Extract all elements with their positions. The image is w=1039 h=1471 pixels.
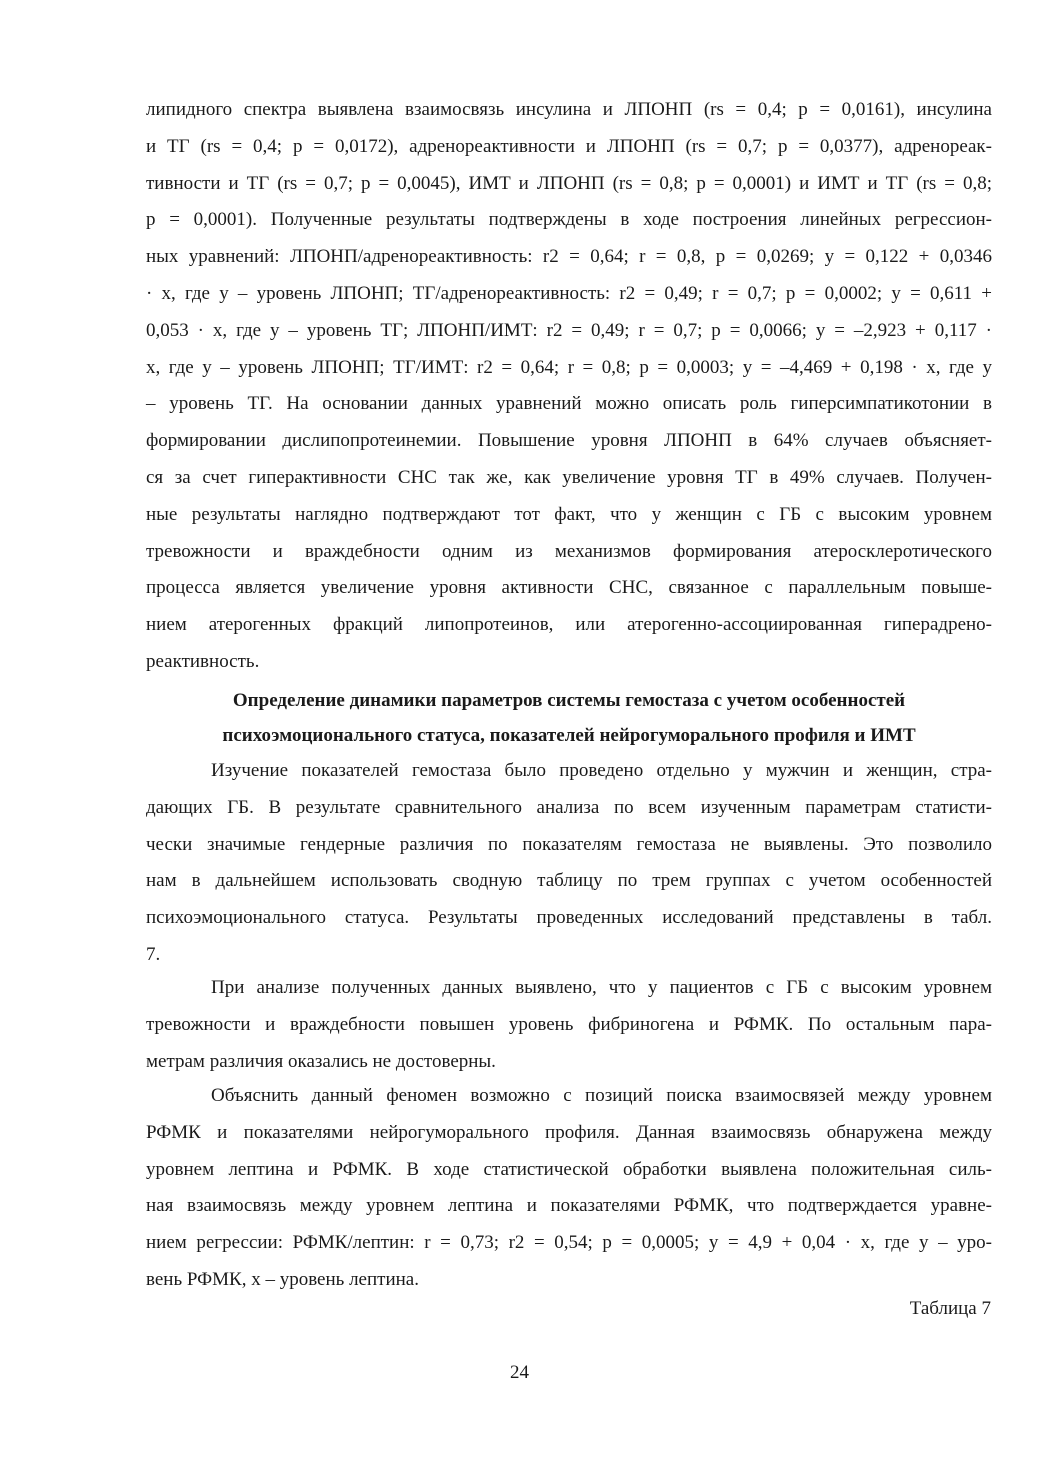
paragraph-analysis-results bbox=[146, 970, 992, 1080]
text-line: ные результаты наглядно подтверждают тот факт, что у женщин с ГБ с высоким уровнем bbox=[146, 503, 992, 525]
text-line: нием регрессии: РФМК/лептин: r = 0,73; r2 = 0,54; p = 0,0005; y = 4,9 + 0,04 · x, где y – уро- bbox=[146, 1232, 992, 1254]
paragraph-leptin-relationship bbox=[146, 1078, 992, 1299]
text-line: РФМК и показателями нейрогуморального профиля. Данная взаимосвязь обнаружена между bbox=[146, 1121, 992, 1143]
text-line: – уровень ТГ. На основании данных уравнений можно описать роль гиперсимпатикотонии в bbox=[146, 393, 992, 415]
text-line: тревожности и враждебности одним из механизмов формирования атеросклеротического bbox=[146, 540, 992, 562]
text-line: Изучение показателей гемостаза было проведено отдельно у мужчин и женщин, стра- bbox=[211, 760, 992, 781]
text-line: Объяснить данный феномен возможно с позиций поиска взаимосвязей между уровнем bbox=[211, 1085, 992, 1106]
text-line: 0,053 · x, где y – уровень ТГ; ЛПОНП/ИМТ: r2 = 0,49; r = 0,7; p = 0,0066; y = –2,923 + 0,117 · bbox=[146, 319, 992, 341]
text-line: метрам различия оказались не достоверны. bbox=[146, 1050, 496, 1072]
text-line: тревожности и враждебности повышен уровень фибриногена и РФМК. По остальным пара- bbox=[146, 1013, 992, 1035]
text-line: вень РФМК, x – уровень лептина. bbox=[146, 1268, 419, 1290]
page-number: 24 bbox=[510, 1362, 529, 1383]
text-line: нием атерогенных фракций липопротеинов, или атерогенно-ассоциированная гиперадрено- bbox=[146, 614, 992, 636]
table-caption: Таблица 7 bbox=[909, 1298, 991, 1319]
text-line: дающих ГБ. В результате сравнительного анализа по всем изученным параметрам статисти- bbox=[146, 796, 992, 818]
text-line: ная взаимосвязь между уровнем лептина и показателями РФМК, что подтверждается уравне- bbox=[146, 1195, 992, 1217]
text-line: нам в дальнейшем использовать сводную таблицу по трем группах с учетом особенностей bbox=[146, 870, 992, 892]
section-heading bbox=[146, 683, 992, 753]
text-line: психоэмоционального статуса. Результаты проведенных исследований представлены в табл. bbox=[146, 907, 992, 929]
text-line: ных уравнений: ЛПОНП/адренореактивность: r2 = 0,64; r = 0,8, p = 0,0269; y = 0,122 + 0,0346 bbox=[146, 246, 992, 268]
text-line: процесса является увеличение уровня активности СНС, связанное с параллельным повыше- bbox=[146, 577, 992, 599]
text-line: и ТГ (rs = 0,4; p = 0,0172), адренореактивности и ЛПОНП (rs = 0,7; p = 0,0377), адренореак- bbox=[146, 135, 992, 157]
text-line: уровнем лептина и РФМК. В ходе статистической обработки выявлена положительная силь- bbox=[146, 1158, 992, 1180]
heading-line: психоэмоционального статуса, показателей нейрогуморального профиля и ИМТ bbox=[222, 725, 916, 746]
text-line: формировании дислипопротеинемии. Повышение уровня ЛПОНП в 64% случаев объясняет- bbox=[146, 430, 992, 452]
text-line: 7. bbox=[146, 943, 161, 965]
text-line: чески значимые гендерные различия по показателям гемостаза не выявлены. Это позволило bbox=[146, 833, 992, 855]
paragraph-lipid-spectrum bbox=[146, 92, 992, 681]
text-line: x, где y – уровень ЛПОНП; ТГ/ИМТ: r2 = 0,64; r = 0,8; p = 0,0003; y = –4,469 + 0,198 · x, где y bbox=[146, 356, 992, 378]
text-line: тивности и ТГ (rs = 0,7; p = 0,0045), ИМТ и ЛПОНП (rs = 0,8; p = 0,0001) и ИМТ и ТГ (rs = 0,8; bbox=[146, 172, 992, 194]
text-line: p = 0,0001). Полученные результаты подтверждены в ходе построения линейных регрессион- bbox=[146, 209, 992, 231]
heading-line: Определение динамики параметров системы гемостаза с учетом особенностей bbox=[232, 690, 906, 711]
text-line: липидного спектра выявлена взаимосвязь инсулина и ЛПОНП (rs = 0,4; p = 0,0161), инсулина bbox=[146, 99, 992, 120]
text-line: реактивность. bbox=[146, 650, 260, 672]
text-line: ся за счет гиперактивности СНС так же, как увеличение уровня ТГ в 49% случаев. Получен- bbox=[146, 466, 992, 488]
text-line: При анализе полученных данных выявлено, что у пациентов с ГБ с высоким уровнем bbox=[211, 977, 992, 998]
paragraph-hemostasis-study bbox=[146, 753, 992, 974]
text-line: · x, где y – уровень ЛПОНП; ТГ/адренореактивность: r2 = 0,49; r = 0,7; p = 0,0002; y = 0,611 + bbox=[146, 282, 992, 304]
